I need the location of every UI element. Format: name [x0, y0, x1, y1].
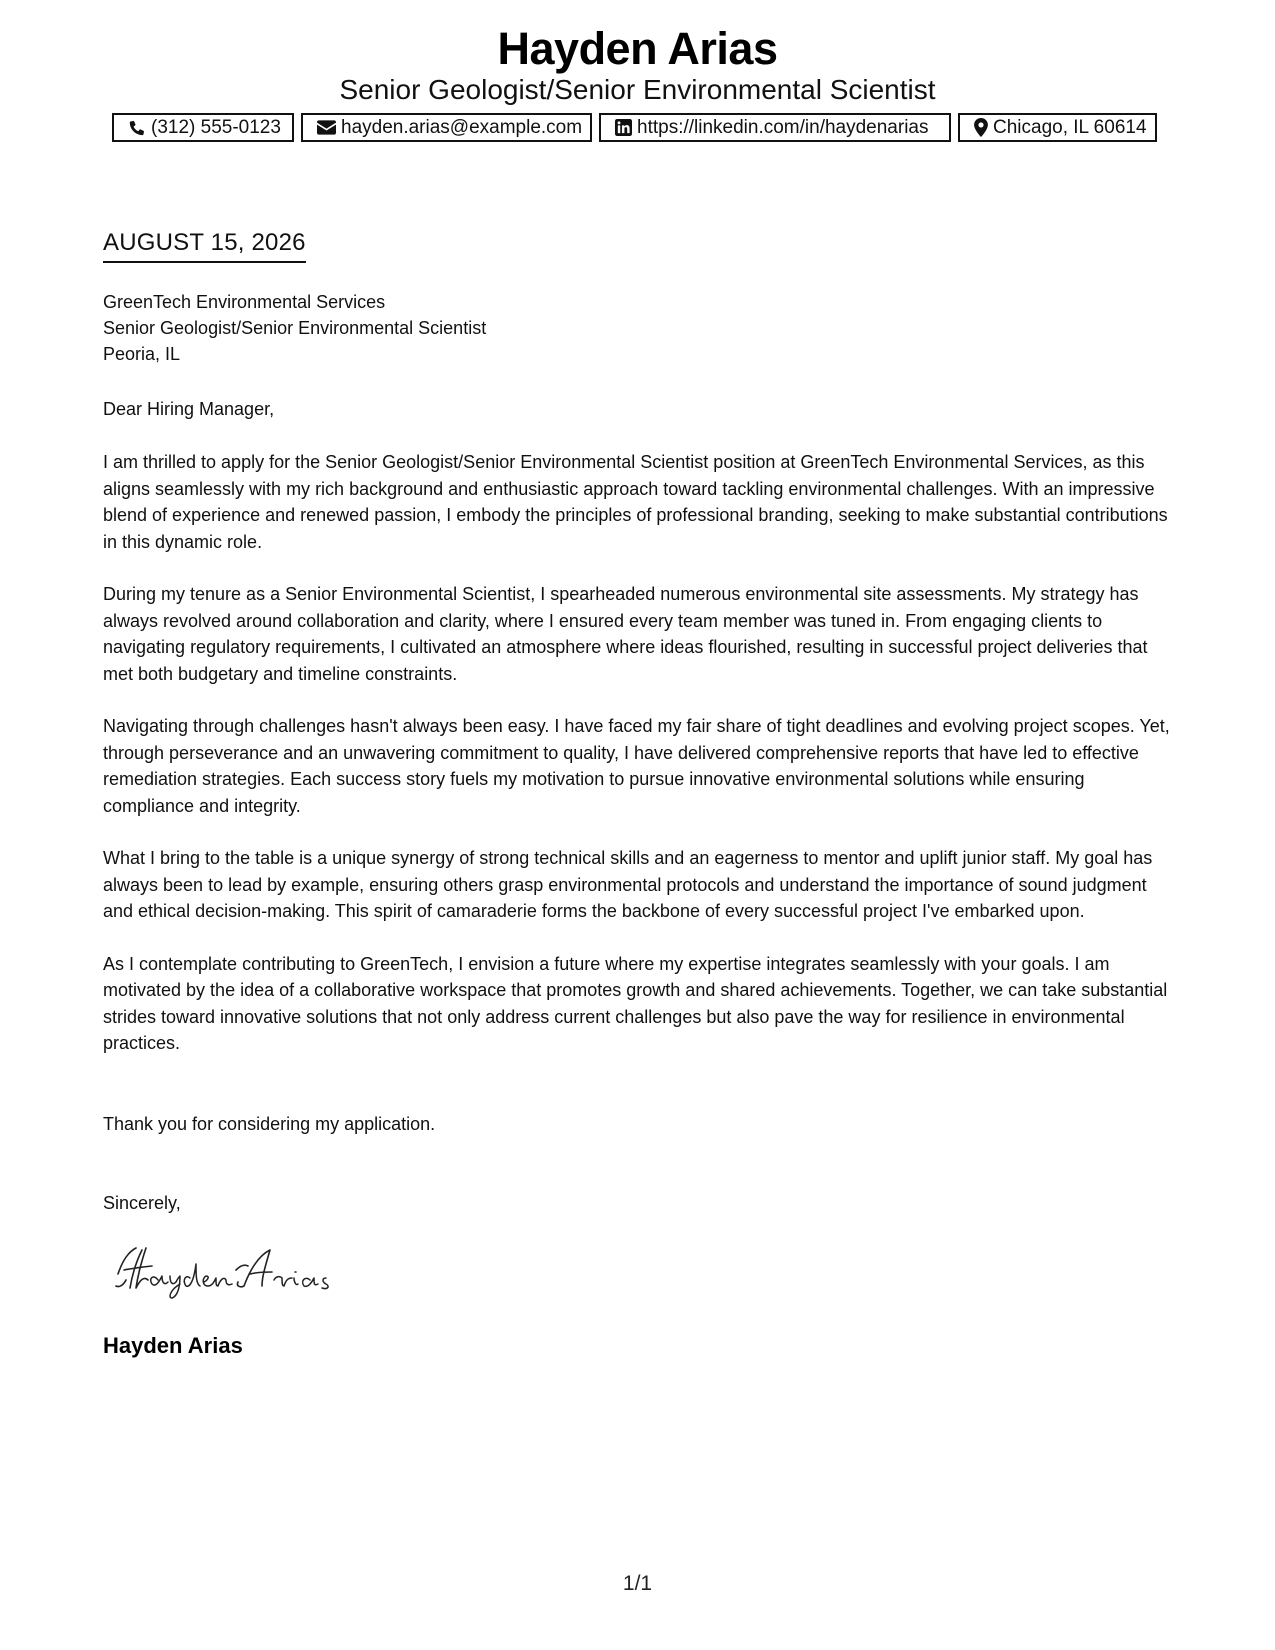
phone-icon	[128, 119, 146, 137]
contact-linkedin[interactable]	[599, 113, 951, 142]
recipient-company: GreenTech Environmental Services	[103, 292, 386, 312]
closing-line: Sincerely,	[103, 1193, 181, 1213]
contact-bar	[112, 113, 1157, 142]
signed-name: Hayden Arias	[103, 1333, 243, 1358]
letter-header	[0, 22, 1275, 106]
page-number: 1/1	[622, 1572, 653, 1595]
envelope-icon	[317, 120, 336, 135]
contact-linkedin-text: https://linkedin.com/in/haydenarias	[637, 116, 929, 138]
recipient-position: Senior Geologist/Senior Environmental Scientist	[103, 318, 487, 338]
recipient-block	[103, 289, 1178, 367]
thank-you-line: Thank you for considering my application.	[103, 1114, 436, 1134]
contact-email-text: hayden.arias@example.com	[341, 116, 583, 138]
applicant-job-title: Senior Geologist/Senior Environmental Scientist	[339, 74, 936, 105]
recipient-location: Peoria, IL	[103, 344, 181, 364]
letter-body	[103, 449, 1178, 1083]
linkedin-icon	[615, 119, 632, 136]
contact-phone-text: (312) 555-0123	[151, 116, 281, 138]
body-paragraph: What I bring to the table is a unique synergy of strong technical skills and an eagerness to mentor and uplift junior staff. My goal has always been to lead by example, ensuring others grasp environmental protocols and understand the importance of sound judgment and ethical decision-making. This spirit of camaraderie forms the backbone of every successful project I've embarked upon.	[103, 848, 1153, 921]
handwritten-signature	[112, 1240, 352, 1300]
salutation: Dear Hiring Manager,	[103, 399, 275, 419]
body-paragraph: As I contemplate contributing to GreenTech, I envision a future where my expertise integrates seamlessly with your goals. I am motivated by the idea of a collaborative workspace that promotes growth and shared achievements. Together, we can take substantial strides toward innovative solutions that not only address current challenges but also pave the way for resilience in environmental practices.	[103, 953, 1168, 1053]
letter-date: AUGUST 15, 2026	[103, 229, 306, 263]
body-paragraph: I am thrilled to apply for the Senior Geologist/Senior Environmental Scientist position at GreenTech Environmental Services, as this aligns seamlessly with my rich background and enthusiastic approach toward tackling environmental challenges. With an impressive blend of experience and renewed passion, I embody the principles of professional branding, seeking to make substantial contributions in this dynamic role.	[103, 452, 1168, 552]
contact-email[interactable]	[301, 113, 592, 142]
contact-phone[interactable]	[112, 113, 294, 142]
contact-location-text: Chicago, IL 60614	[993, 116, 1147, 138]
body-paragraph: During my tenure as a Senior Environmental Scientist, I spearheaded numerous environmental site assessments. My strategy has always revolved around collaboration and clarity, where I ensured every team member was tuned in. From engaging clients to navigating regulatory requirements, I cultivated an atmosphere where ideas flourished, resulting in successful project deliveries that met both budgetary and timeline constraints.	[103, 584, 1148, 684]
applicant-name: Hayden Arias	[497, 23, 778, 74]
map-pin-icon	[974, 118, 988, 137]
body-paragraph: Navigating through challenges hasn't always been easy. I have faced my fair share of tight deadlines and evolving project scopes. Yet, through perseverance and an unwavering commitment to quality, I have delivered comprehensive reports that have led to effective remediation strategies. Each success story fuels my motivation to pursue innovative environmental solutions while ensuring compliance and integrity.	[103, 716, 1170, 816]
contact-location[interactable]	[958, 113, 1157, 142]
